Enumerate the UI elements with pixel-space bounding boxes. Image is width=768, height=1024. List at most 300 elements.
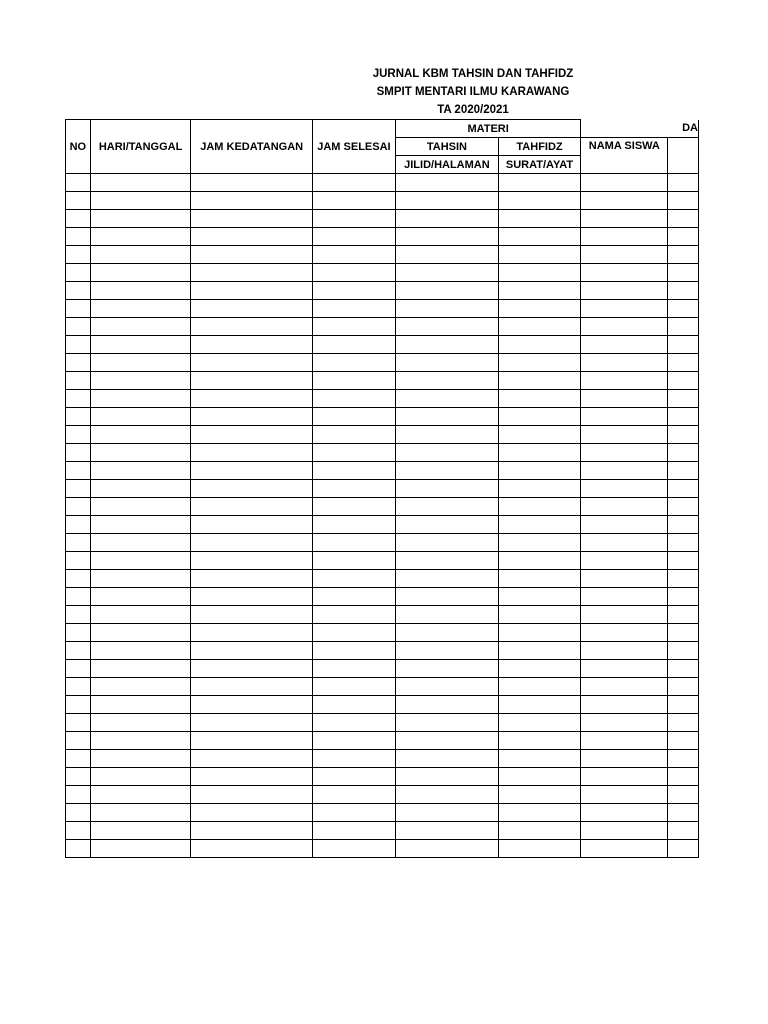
cell-tahsin[interactable] (396, 174, 499, 192)
cell-finish[interactable] (312, 426, 395, 444)
cell-tahfidz[interactable] (498, 390, 580, 408)
cell-tahfidz[interactable] (498, 804, 580, 822)
cell-date[interactable] (90, 678, 191, 696)
cell-finish[interactable] (312, 408, 395, 426)
cell-tahfidz[interactable] (498, 174, 580, 192)
cell-date[interactable] (90, 174, 191, 192)
cell-tahsin[interactable] (396, 804, 499, 822)
cell-finish[interactable] (312, 696, 395, 714)
cell-no[interactable] (66, 840, 91, 858)
cell-tahsin[interactable] (396, 192, 499, 210)
cell-finish[interactable] (312, 768, 395, 786)
cell-no[interactable] (66, 246, 91, 264)
cell-extra[interactable] (668, 840, 699, 858)
cell-student-name[interactable] (581, 408, 668, 426)
cell-arrival[interactable] (191, 786, 312, 804)
cell-date[interactable] (90, 390, 191, 408)
cell-tahfidz[interactable] (498, 246, 580, 264)
cell-arrival[interactable] (191, 570, 312, 588)
cell-date[interactable] (90, 624, 191, 642)
cell-student-name[interactable] (581, 192, 668, 210)
cell-date[interactable] (90, 732, 191, 750)
cell-finish[interactable] (312, 282, 395, 300)
cell-finish[interactable] (312, 516, 395, 534)
cell-student-name[interactable] (581, 300, 668, 318)
cell-tahsin[interactable] (396, 336, 499, 354)
cell-tahsin[interactable] (396, 408, 499, 426)
cell-no[interactable] (66, 588, 91, 606)
cell-tahsin[interactable] (396, 318, 499, 336)
cell-tahfidz[interactable] (498, 228, 580, 246)
cell-extra[interactable] (668, 372, 699, 390)
cell-tahsin[interactable] (396, 786, 499, 804)
cell-tahfidz[interactable] (498, 408, 580, 426)
cell-no[interactable] (66, 642, 91, 660)
cell-tahsin[interactable] (396, 390, 499, 408)
cell-date[interactable] (90, 246, 191, 264)
cell-student-name[interactable] (581, 768, 668, 786)
cell-no[interactable] (66, 372, 91, 390)
cell-student-name[interactable] (581, 750, 668, 768)
cell-finish[interactable] (312, 750, 395, 768)
cell-student-name[interactable] (581, 174, 668, 192)
cell-no[interactable] (66, 606, 91, 624)
cell-student-name[interactable] (581, 246, 668, 264)
cell-extra[interactable] (668, 336, 699, 354)
cell-tahfidz[interactable] (498, 426, 580, 444)
cell-no[interactable] (66, 678, 91, 696)
cell-date[interactable] (90, 462, 191, 480)
cell-no[interactable] (66, 696, 91, 714)
cell-arrival[interactable] (191, 336, 312, 354)
cell-student-name[interactable] (581, 714, 668, 732)
cell-tahsin[interactable] (396, 606, 499, 624)
cell-tahsin[interactable] (396, 768, 499, 786)
cell-arrival[interactable] (191, 210, 312, 228)
cell-student-name[interactable] (581, 228, 668, 246)
cell-student-name[interactable] (581, 696, 668, 714)
cell-finish[interactable] (312, 660, 395, 678)
cell-tahfidz[interactable] (498, 588, 580, 606)
cell-student-name[interactable] (581, 354, 668, 372)
cell-tahfidz[interactable] (498, 336, 580, 354)
cell-extra[interactable] (668, 732, 699, 750)
cell-no[interactable] (66, 300, 91, 318)
cell-tahsin[interactable] (396, 264, 499, 282)
cell-finish[interactable] (312, 786, 395, 804)
cell-extra[interactable] (668, 822, 699, 840)
cell-extra[interactable] (668, 192, 699, 210)
cell-finish[interactable] (312, 174, 395, 192)
cell-date[interactable] (90, 642, 191, 660)
cell-student-name[interactable] (581, 678, 668, 696)
cell-extra[interactable] (668, 624, 699, 642)
cell-tahfidz[interactable] (498, 822, 580, 840)
cell-extra[interactable] (668, 606, 699, 624)
cell-no[interactable] (66, 552, 91, 570)
cell-student-name[interactable] (581, 534, 668, 552)
cell-finish[interactable] (312, 822, 395, 840)
cell-no[interactable] (66, 822, 91, 840)
cell-student-name[interactable] (581, 264, 668, 282)
cell-arrival[interactable] (191, 174, 312, 192)
cell-tahsin[interactable] (396, 534, 499, 552)
cell-student-name[interactable] (581, 390, 668, 408)
cell-student-name[interactable] (581, 282, 668, 300)
cell-date[interactable] (90, 606, 191, 624)
cell-extra[interactable] (668, 318, 699, 336)
cell-date[interactable] (90, 588, 191, 606)
cell-student-name[interactable] (581, 552, 668, 570)
cell-finish[interactable] (312, 732, 395, 750)
cell-tahsin[interactable] (396, 624, 499, 642)
cell-extra[interactable] (668, 678, 699, 696)
cell-tahfidz[interactable] (498, 282, 580, 300)
cell-student-name[interactable] (581, 480, 668, 498)
cell-tahsin[interactable] (396, 282, 499, 300)
cell-arrival[interactable] (191, 408, 312, 426)
cell-tahfidz[interactable] (498, 660, 580, 678)
cell-extra[interactable] (668, 228, 699, 246)
cell-date[interactable] (90, 444, 191, 462)
cell-tahsin[interactable] (396, 570, 499, 588)
cell-extra[interactable] (668, 750, 699, 768)
cell-arrival[interactable] (191, 300, 312, 318)
cell-tahsin[interactable] (396, 372, 499, 390)
cell-arrival[interactable] (191, 552, 312, 570)
cell-finish[interactable] (312, 300, 395, 318)
cell-extra[interactable] (668, 552, 699, 570)
cell-arrival[interactable] (191, 192, 312, 210)
cell-finish[interactable] (312, 624, 395, 642)
cell-tahfidz[interactable] (498, 498, 580, 516)
cell-date[interactable] (90, 480, 191, 498)
cell-tahsin[interactable] (396, 426, 499, 444)
cell-arrival[interactable] (191, 516, 312, 534)
cell-finish[interactable] (312, 498, 395, 516)
cell-student-name[interactable] (581, 804, 668, 822)
cell-tahsin[interactable] (396, 750, 499, 768)
cell-date[interactable] (90, 426, 191, 444)
cell-student-name[interactable] (581, 318, 668, 336)
cell-finish[interactable] (312, 318, 395, 336)
cell-finish[interactable] (312, 210, 395, 228)
cell-date[interactable] (90, 300, 191, 318)
cell-tahfidz[interactable] (498, 480, 580, 498)
cell-tahfidz[interactable] (498, 462, 580, 480)
cell-arrival[interactable] (191, 696, 312, 714)
cell-student-name[interactable] (581, 606, 668, 624)
cell-extra[interactable] (668, 804, 699, 822)
cell-tahfidz[interactable] (498, 300, 580, 318)
cell-date[interactable] (90, 570, 191, 588)
cell-finish[interactable] (312, 336, 395, 354)
cell-date[interactable] (90, 210, 191, 228)
cell-finish[interactable] (312, 192, 395, 210)
cell-arrival[interactable] (191, 246, 312, 264)
cell-tahfidz[interactable] (498, 570, 580, 588)
cell-arrival[interactable] (191, 480, 312, 498)
cell-no[interactable] (66, 750, 91, 768)
cell-tahfidz[interactable] (498, 786, 580, 804)
cell-date[interactable] (90, 408, 191, 426)
cell-tahfidz[interactable] (498, 318, 580, 336)
cell-finish[interactable] (312, 534, 395, 552)
cell-arrival[interactable] (191, 606, 312, 624)
cell-extra[interactable] (668, 300, 699, 318)
cell-arrival[interactable] (191, 534, 312, 552)
cell-student-name[interactable] (581, 210, 668, 228)
cell-no[interactable] (66, 732, 91, 750)
cell-tahfidz[interactable] (498, 534, 580, 552)
cell-student-name[interactable] (581, 642, 668, 660)
cell-extra[interactable] (668, 498, 699, 516)
cell-date[interactable] (90, 282, 191, 300)
cell-arrival[interactable] (191, 750, 312, 768)
cell-no[interactable] (66, 462, 91, 480)
cell-tahsin[interactable] (396, 210, 499, 228)
cell-tahfidz[interactable] (498, 696, 580, 714)
cell-tahfidz[interactable] (498, 642, 580, 660)
cell-extra[interactable] (668, 426, 699, 444)
cell-date[interactable] (90, 498, 191, 516)
cell-no[interactable] (66, 336, 91, 354)
cell-finish[interactable] (312, 480, 395, 498)
cell-extra[interactable] (668, 246, 699, 264)
cell-student-name[interactable] (581, 498, 668, 516)
cell-finish[interactable] (312, 354, 395, 372)
cell-tahfidz[interactable] (498, 750, 580, 768)
cell-no[interactable] (66, 570, 91, 588)
cell-student-name[interactable] (581, 444, 668, 462)
cell-finish[interactable] (312, 570, 395, 588)
cell-arrival[interactable] (191, 228, 312, 246)
cell-tahsin[interactable] (396, 246, 499, 264)
cell-arrival[interactable] (191, 642, 312, 660)
cell-date[interactable] (90, 516, 191, 534)
cell-date[interactable] (90, 192, 191, 210)
cell-finish[interactable] (312, 804, 395, 822)
cell-tahsin[interactable] (396, 696, 499, 714)
cell-finish[interactable] (312, 390, 395, 408)
cell-date[interactable] (90, 372, 191, 390)
cell-arrival[interactable] (191, 282, 312, 300)
cell-arrival[interactable] (191, 678, 312, 696)
cell-tahfidz[interactable] (498, 768, 580, 786)
cell-arrival[interactable] (191, 462, 312, 480)
cell-extra[interactable] (668, 282, 699, 300)
cell-finish[interactable] (312, 552, 395, 570)
cell-no[interactable] (66, 264, 91, 282)
cell-date[interactable] (90, 822, 191, 840)
cell-no[interactable] (66, 804, 91, 822)
cell-student-name[interactable] (581, 588, 668, 606)
cell-tahfidz[interactable] (498, 264, 580, 282)
cell-tahsin[interactable] (396, 588, 499, 606)
cell-tahfidz[interactable] (498, 732, 580, 750)
cell-tahfidz[interactable] (498, 840, 580, 858)
cell-tahfidz[interactable] (498, 354, 580, 372)
cell-student-name[interactable] (581, 840, 668, 858)
cell-finish[interactable] (312, 462, 395, 480)
cell-student-name[interactable] (581, 372, 668, 390)
cell-finish[interactable] (312, 642, 395, 660)
cell-student-name[interactable] (581, 516, 668, 534)
cell-arrival[interactable] (191, 822, 312, 840)
cell-date[interactable] (90, 768, 191, 786)
cell-extra[interactable] (668, 210, 699, 228)
cell-finish[interactable] (312, 246, 395, 264)
cell-student-name[interactable] (581, 786, 668, 804)
cell-date[interactable] (90, 750, 191, 768)
cell-tahfidz[interactable] (498, 516, 580, 534)
cell-extra[interactable] (668, 642, 699, 660)
cell-student-name[interactable] (581, 426, 668, 444)
cell-arrival[interactable] (191, 264, 312, 282)
cell-extra[interactable] (668, 516, 699, 534)
cell-no[interactable] (66, 660, 91, 678)
cell-arrival[interactable] (191, 318, 312, 336)
cell-extra[interactable] (668, 570, 699, 588)
cell-extra[interactable] (668, 660, 699, 678)
cell-arrival[interactable] (191, 840, 312, 858)
cell-arrival[interactable] (191, 498, 312, 516)
cell-no[interactable] (66, 174, 91, 192)
cell-date[interactable] (90, 318, 191, 336)
cell-no[interactable] (66, 192, 91, 210)
cell-tahfidz[interactable] (498, 624, 580, 642)
cell-finish[interactable] (312, 264, 395, 282)
cell-finish[interactable] (312, 840, 395, 858)
cell-extra[interactable] (668, 174, 699, 192)
cell-arrival[interactable] (191, 768, 312, 786)
cell-no[interactable] (66, 426, 91, 444)
cell-date[interactable] (90, 354, 191, 372)
cell-student-name[interactable] (581, 570, 668, 588)
cell-finish[interactable] (312, 678, 395, 696)
cell-student-name[interactable] (581, 822, 668, 840)
cell-student-name[interactable] (581, 732, 668, 750)
cell-tahsin[interactable] (396, 354, 499, 372)
cell-arrival[interactable] (191, 624, 312, 642)
cell-extra[interactable] (668, 696, 699, 714)
cell-student-name[interactable] (581, 336, 668, 354)
cell-arrival[interactable] (191, 426, 312, 444)
cell-no[interactable] (66, 768, 91, 786)
cell-date[interactable] (90, 714, 191, 732)
cell-no[interactable] (66, 534, 91, 552)
cell-date[interactable] (90, 840, 191, 858)
cell-finish[interactable] (312, 372, 395, 390)
cell-tahsin[interactable] (396, 228, 499, 246)
cell-date[interactable] (90, 264, 191, 282)
cell-extra[interactable] (668, 354, 699, 372)
cell-date[interactable] (90, 786, 191, 804)
cell-finish[interactable] (312, 588, 395, 606)
cell-tahsin[interactable] (396, 732, 499, 750)
cell-extra[interactable] (668, 588, 699, 606)
cell-arrival[interactable] (191, 714, 312, 732)
cell-no[interactable] (66, 408, 91, 426)
cell-no[interactable] (66, 624, 91, 642)
cell-extra[interactable] (668, 390, 699, 408)
cell-tahsin[interactable] (396, 300, 499, 318)
cell-tahfidz[interactable] (498, 606, 580, 624)
cell-date[interactable] (90, 552, 191, 570)
cell-arrival[interactable] (191, 390, 312, 408)
cell-arrival[interactable] (191, 660, 312, 678)
cell-extra[interactable] (668, 462, 699, 480)
cell-tahfidz[interactable] (498, 192, 580, 210)
cell-tahsin[interactable] (396, 516, 499, 534)
cell-finish[interactable] (312, 444, 395, 462)
cell-arrival[interactable] (191, 444, 312, 462)
cell-finish[interactable] (312, 606, 395, 624)
cell-no[interactable] (66, 210, 91, 228)
cell-no[interactable] (66, 480, 91, 498)
cell-arrival[interactable] (191, 804, 312, 822)
cell-student-name[interactable] (581, 462, 668, 480)
cell-extra[interactable] (668, 408, 699, 426)
cell-arrival[interactable] (191, 732, 312, 750)
cell-no[interactable] (66, 318, 91, 336)
cell-no[interactable] (66, 228, 91, 246)
cell-extra[interactable] (668, 768, 699, 786)
cell-date[interactable] (90, 660, 191, 678)
cell-tahsin[interactable] (396, 498, 499, 516)
cell-tahfidz[interactable] (498, 210, 580, 228)
cell-tahsin[interactable] (396, 660, 499, 678)
cell-no[interactable] (66, 354, 91, 372)
cell-date[interactable] (90, 804, 191, 822)
cell-tahsin[interactable] (396, 822, 499, 840)
cell-tahsin[interactable] (396, 678, 499, 696)
cell-tahsin[interactable] (396, 444, 499, 462)
cell-finish[interactable] (312, 228, 395, 246)
cell-finish[interactable] (312, 714, 395, 732)
cell-tahfidz[interactable] (498, 714, 580, 732)
cell-no[interactable] (66, 714, 91, 732)
cell-no[interactable] (66, 390, 91, 408)
cell-arrival[interactable] (191, 354, 312, 372)
cell-no[interactable] (66, 444, 91, 462)
cell-date[interactable] (90, 534, 191, 552)
cell-tahfidz[interactable] (498, 444, 580, 462)
cell-tahfidz[interactable] (498, 372, 580, 390)
cell-tahsin[interactable] (396, 714, 499, 732)
cell-extra[interactable] (668, 480, 699, 498)
cell-tahsin[interactable] (396, 840, 499, 858)
cell-tahsin[interactable] (396, 480, 499, 498)
cell-extra[interactable] (668, 444, 699, 462)
cell-tahfidz[interactable] (498, 552, 580, 570)
cell-date[interactable] (90, 228, 191, 246)
cell-no[interactable] (66, 516, 91, 534)
cell-tahsin[interactable] (396, 552, 499, 570)
cell-tahfidz[interactable] (498, 678, 580, 696)
cell-arrival[interactable] (191, 372, 312, 390)
cell-extra[interactable] (668, 264, 699, 282)
cell-tahsin[interactable] (396, 642, 499, 660)
cell-arrival[interactable] (191, 588, 312, 606)
cell-date[interactable] (90, 336, 191, 354)
cell-extra[interactable] (668, 714, 699, 732)
cell-tahsin[interactable] (396, 462, 499, 480)
cell-extra[interactable] (668, 786, 699, 804)
cell-no[interactable] (66, 498, 91, 516)
cell-no[interactable] (66, 282, 91, 300)
cell-date[interactable] (90, 696, 191, 714)
